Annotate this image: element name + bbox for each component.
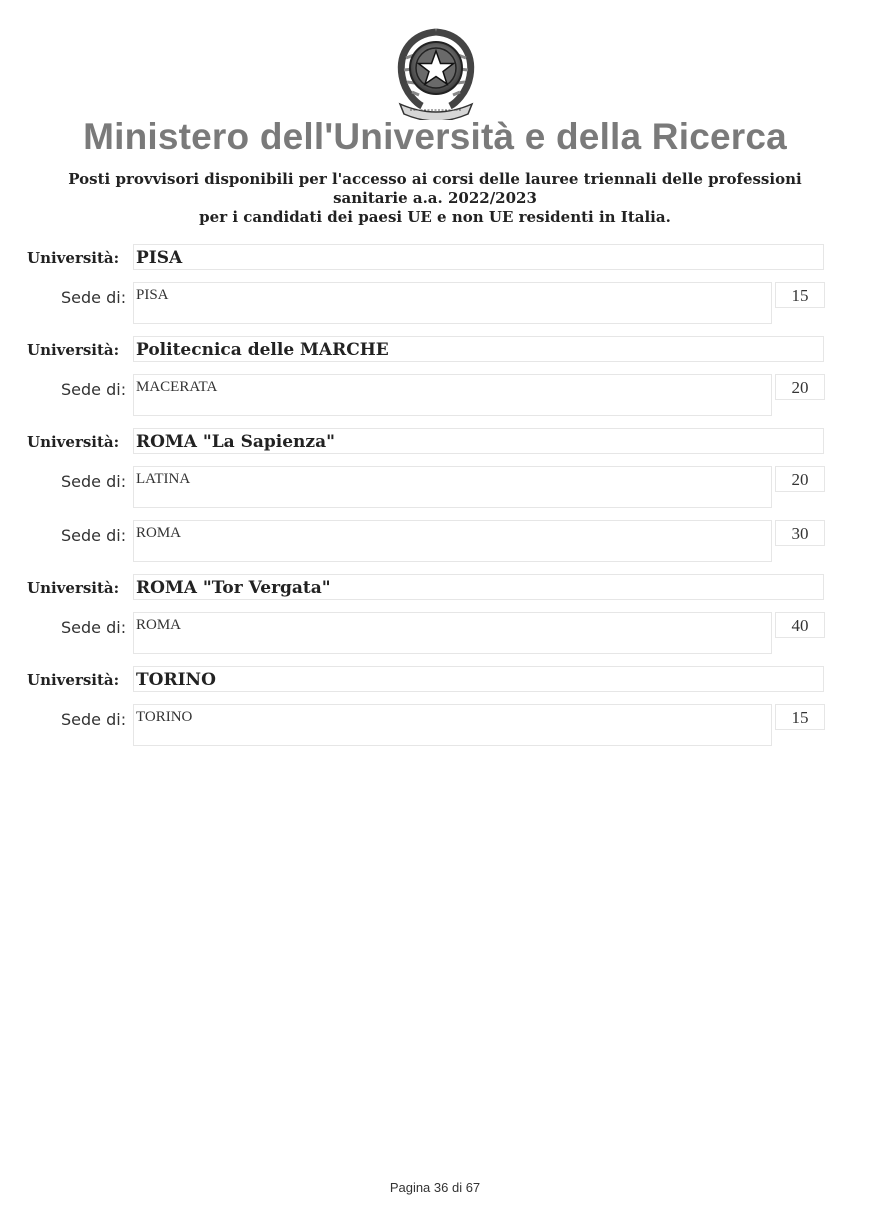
sede-label: Sede di:: [61, 288, 127, 307]
sede-field: [133, 374, 772, 416]
university-row: [0, 666, 870, 693]
sede-row: [0, 282, 870, 325]
sede-name: TORINO: [136, 709, 193, 725]
sede-label: Sede di:: [61, 710, 127, 729]
university-label: Università:: [27, 671, 120, 689]
sede-label: Sede di:: [61, 526, 127, 545]
sede-name: LATINA: [136, 471, 191, 487]
sede-field: [133, 466, 772, 508]
page-number: Pagina 36 di 67: [389, 1180, 481, 1195]
university-field: [133, 666, 824, 692]
university-name: ROMA "Tor Vergata": [136, 578, 331, 598]
posti-count: 15: [775, 282, 825, 308]
university-row: [0, 428, 870, 455]
posti-count: 20: [775, 466, 825, 492]
university-field: [133, 244, 824, 270]
document-subtitle: [20, 170, 850, 227]
subtitle-line: sanitarie a.a. 2022/2023: [333, 189, 537, 207]
university-row: [0, 574, 870, 601]
sede-name: ROMA: [136, 617, 182, 633]
university-field: [133, 574, 824, 600]
posti-count: 15: [775, 704, 825, 730]
sede-name: MACERATA: [136, 379, 218, 395]
university-label: Università:: [27, 579, 120, 597]
university-field: [133, 336, 824, 362]
sede-label: Sede di:: [61, 472, 127, 491]
university-row: [0, 244, 870, 271]
italian-republic-emblem-icon: [392, 24, 480, 120]
university-name: TORINO: [136, 670, 216, 690]
posti-count: 20: [775, 374, 825, 400]
university-name: PISA: [136, 248, 183, 268]
university-name: Politecnica delle MARCHE: [136, 340, 389, 360]
sede-row: [0, 520, 870, 563]
sede-field: [133, 612, 772, 654]
sede-field: [133, 520, 772, 562]
university-label: Università:: [27, 433, 120, 451]
subtitle-line: per i candidati dei paesi UE e non UE residenti in Italia.: [199, 208, 671, 226]
sede-row: [0, 466, 870, 509]
posti-count: 40: [775, 612, 825, 638]
university-row: [0, 336, 870, 363]
ministry-title: Ministero dell'Università e della Ricerca: [83, 116, 787, 157]
university-label: Università:: [27, 341, 120, 359]
sede-name: ROMA: [136, 525, 182, 541]
subtitle-line: Posti provvisori disponibili per l'accesso ai corsi delle lauree triennali delle professioni: [68, 170, 802, 188]
university-name: ROMA "La Sapienza": [136, 432, 335, 452]
sede-row: [0, 704, 870, 747]
posti-count: 30: [775, 520, 825, 546]
sede-label: Sede di:: [61, 380, 127, 399]
universities-list: [0, 244, 870, 758]
sede-row: [0, 374, 870, 417]
sede-field: [133, 282, 772, 324]
sede-label: Sede di:: [61, 618, 127, 637]
university-label: Università:: [27, 249, 120, 267]
sede-field: [133, 704, 772, 746]
university-field: [133, 428, 824, 454]
sede-name: PISA: [136, 287, 169, 303]
sede-row: [0, 612, 870, 655]
